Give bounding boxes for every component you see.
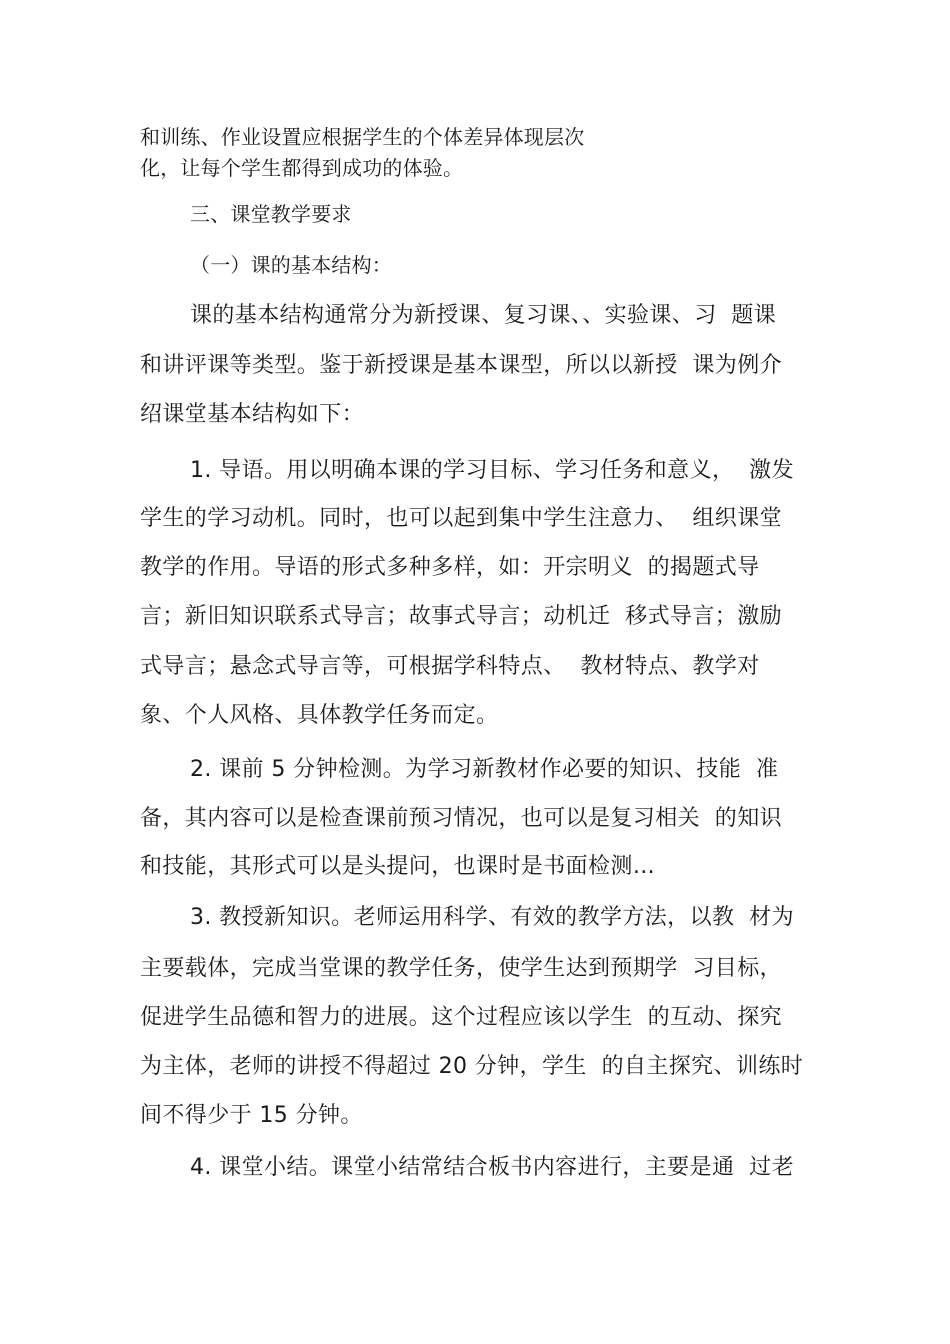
text-line: 绍课堂基本结构如下： [140,402,365,427]
text-line: 化，让每个学生都得到成功的体验。 [140,156,464,180]
text-line: 式导言；悬念式导言等，可根据学科特点、 教材特点、教学对 [140,654,760,679]
text-line: 3. 教授新知识。老师运用科学、有效的教学方法，以教 材为 [190,905,794,930]
text-line: 2. 课前 5 分钟检测。为学习新教材作必要的知识、技能 准 [190,757,779,782]
text-line: 和技能，其形式可以是头提问，也课时是书面检测… [140,854,656,879]
section-heading: 三、课堂教学要求 [190,202,352,226]
subsection-heading: （一）课的基本结构： [190,253,392,277]
text-line: 主要载体，完成当堂课的教学任务，使学生达到预期学 习目标， [140,956,782,981]
text-line: 教学的作用。导语的形式多种多样，如：开宗明义 的揭题式导 [140,555,760,580]
text-line: 课的基本结构通常分为新授课、复习课、、实验课、习 题课 [190,303,777,328]
text-line: 为主体，老师的讲授不得超过 20 分钟，学生 的自主探究、训练时 [140,1054,804,1079]
text-line: 言；新旧知识联系式导言；故事式导言；动机迁 移式导言；激励 [140,604,782,629]
text-line: 学生的学习动机。同时，也可以起到集中学生注意力、 组织课堂 [140,506,782,531]
text-line: 促进学生品德和智力的进展。这个过程应该以学生 的互动、探究 [140,1005,782,1030]
text-line: 和训练、作业设置应根据学生的个体差异体现层次 [140,125,585,149]
text-line: 间不得少于 15 分钟。 [140,1103,363,1128]
text-line: 备，其内容可以是检查课前预习情况，也可以是复习相关 的知识 [140,806,782,831]
text-line: 和讲评课等类型。鉴于新授课是基本课型，所以以新授 课为例介 [140,353,782,378]
text-line: 象、个人风格、具体教学任务而定。 [140,703,499,728]
text-line: 4. 课堂小结。课堂小结常结合板书内容进行，主要是通 过老 [190,1155,794,1180]
text-line: 1. 导语。用以明确本课的学习目标、学习任务和意义， 激发 [190,458,794,483]
